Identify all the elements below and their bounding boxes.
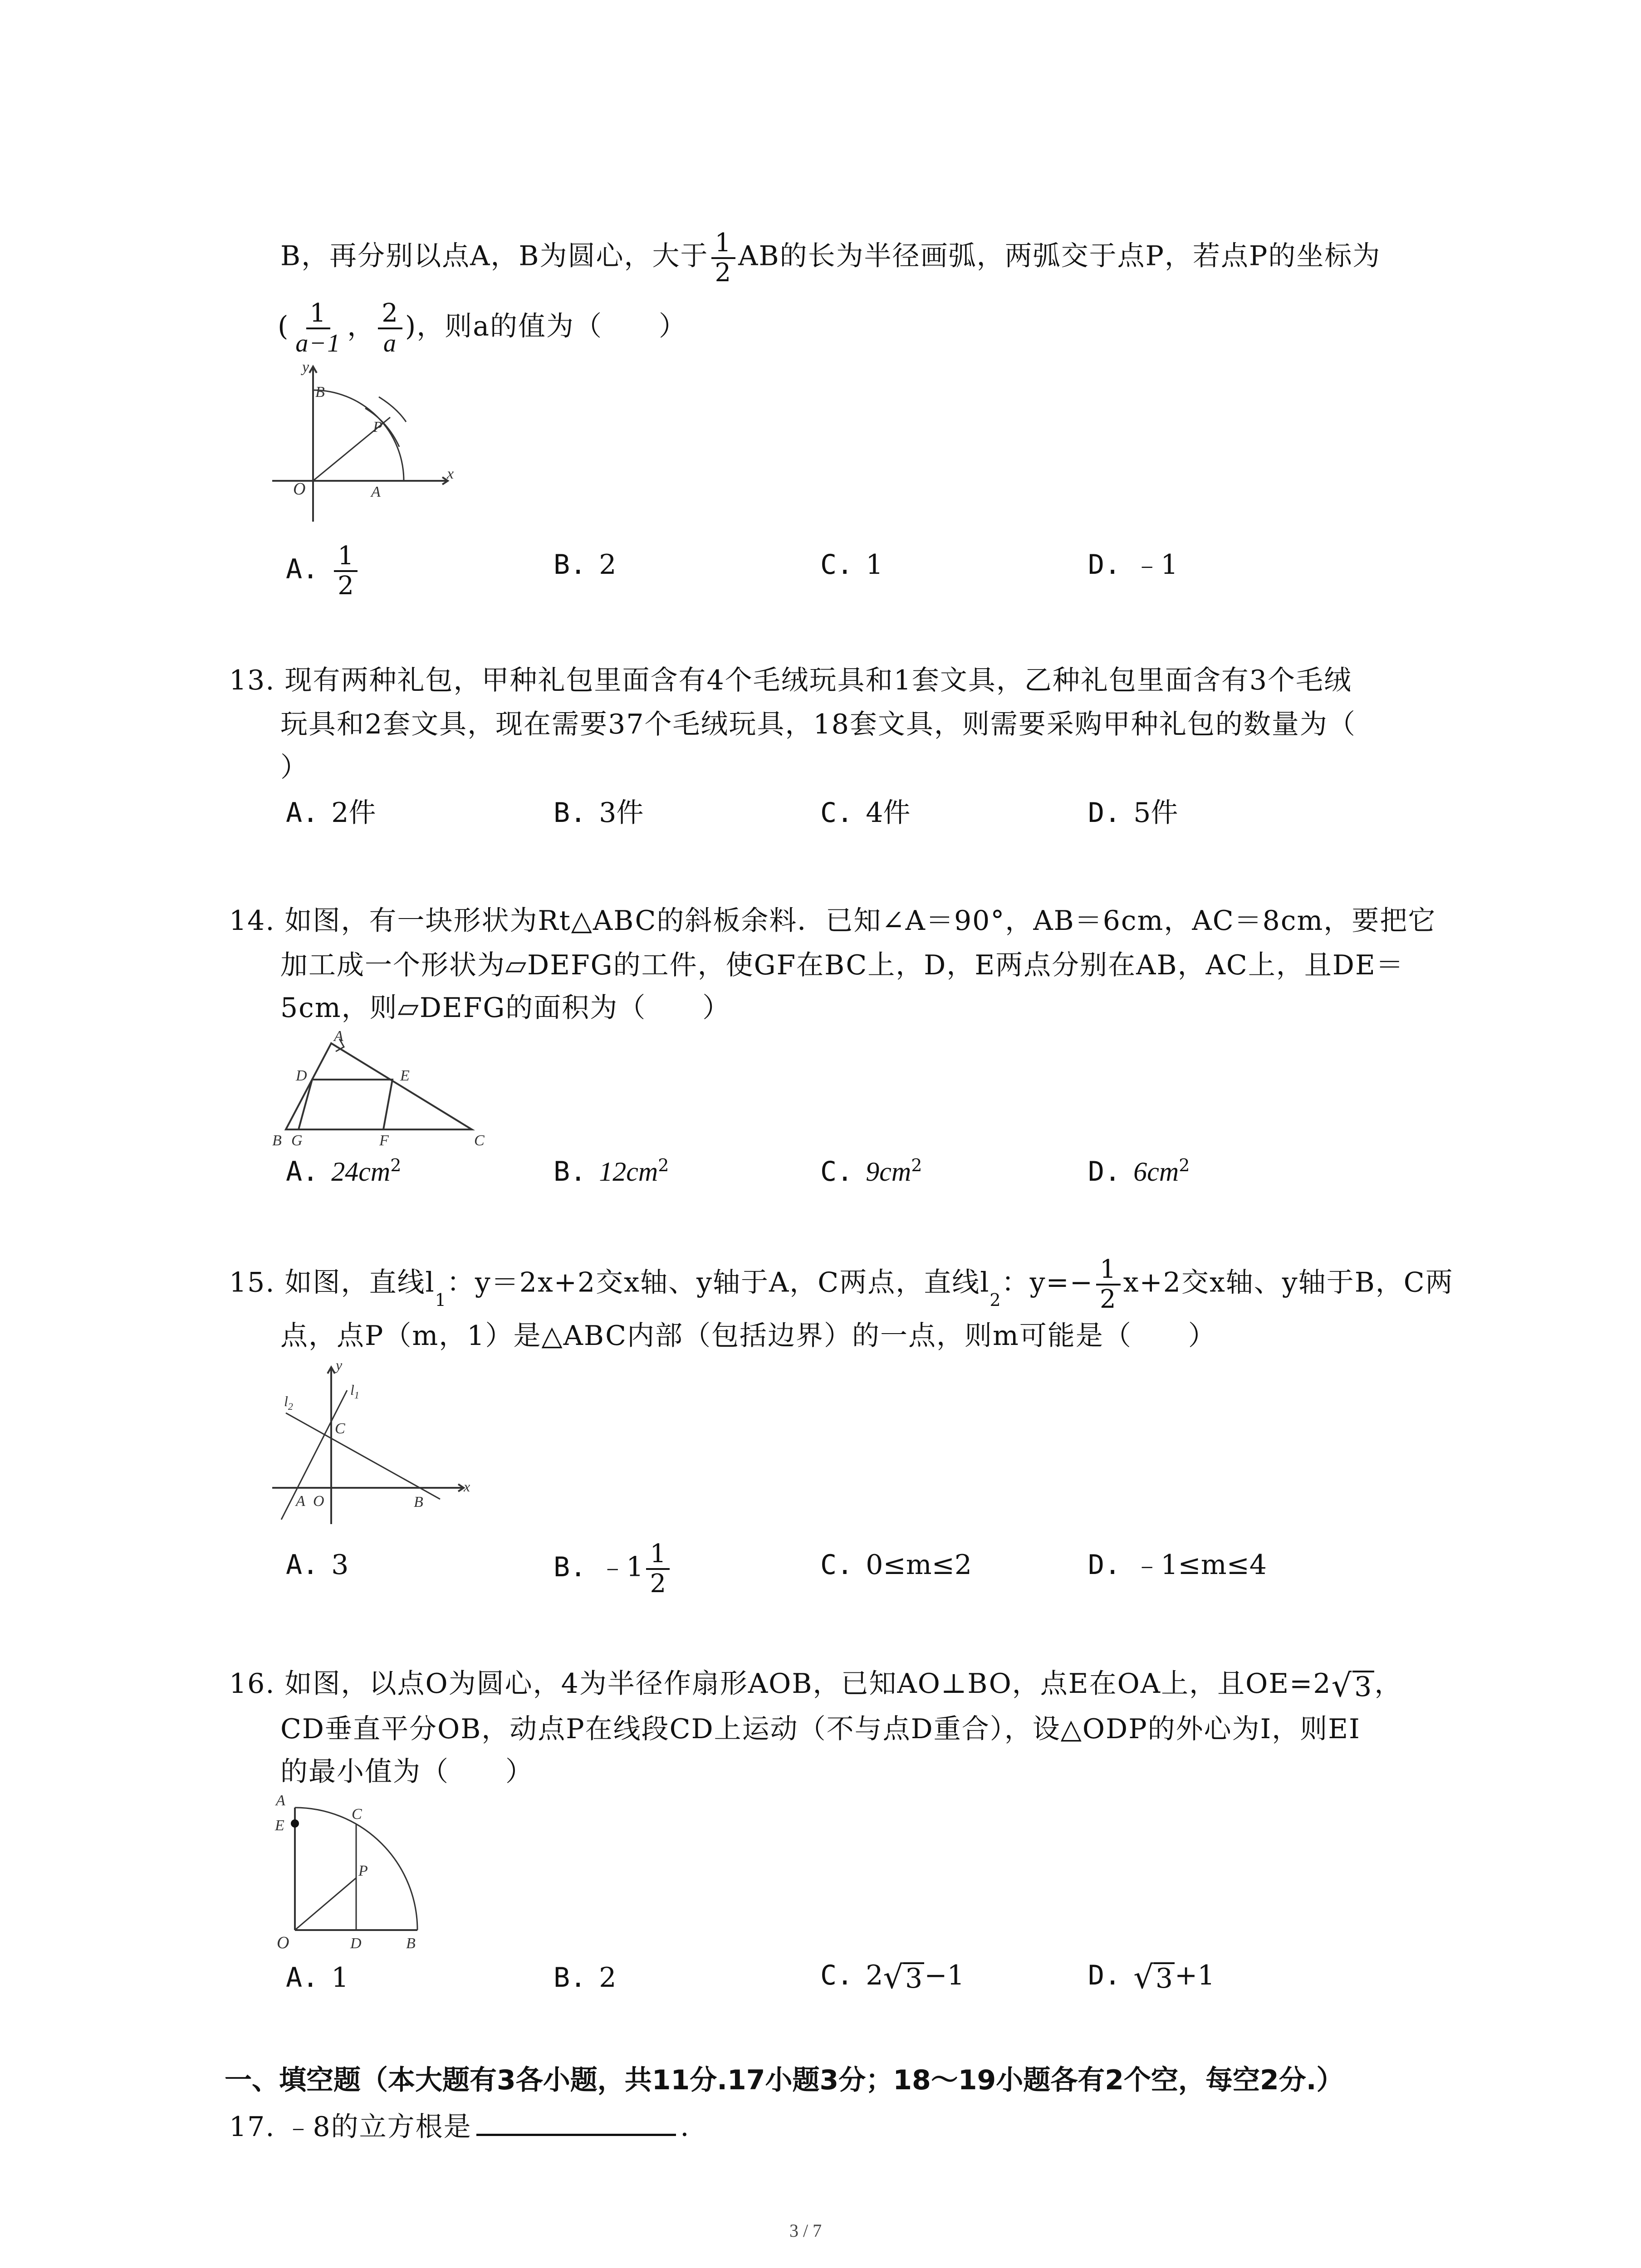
segment-OP <box>295 1878 356 1930</box>
label-A: A <box>371 484 381 500</box>
label-O: O <box>293 479 306 499</box>
q17-line: 17. ﹣8的立方根是 ． <box>229 2108 709 2145</box>
q14-option-C[interactable]: C. $9cm^2$ <box>820 1155 922 1188</box>
q16-option-C[interactable]: C. 2 √ 3 −1 <box>820 1959 965 1996</box>
label-B: B <box>272 1132 282 1148</box>
q12-coord-x: $\frac{1}{a-1}$ <box>295 298 341 357</box>
q12-text-a: B，再分别以点A，B为圆心，大于 <box>280 240 709 272</box>
q16-option-B[interactable]: B. 2 <box>554 1962 617 1994</box>
q12-option-A[interactable]: A. $\frac{1}{2}$ <box>286 542 360 600</box>
q13-option-B[interactable]: B. 3件 <box>554 797 644 829</box>
q14-figure <box>268 1025 495 1148</box>
q13-option-D[interactable]: D. 5件 <box>1088 797 1178 829</box>
label-C: C <box>474 1132 485 1148</box>
q16-figure <box>268 1789 449 1953</box>
q12-fraction-half: $\frac{1}{2}$ <box>711 229 736 287</box>
page-number: 3 / 7 <box>789 2220 822 2241</box>
label-C: C <box>352 1806 362 1823</box>
label-A: A <box>334 1028 343 1045</box>
q15-option-D[interactable]: D. ﹣1≤m≤4 <box>1088 1549 1267 1581</box>
label-l1: $l_1$ <box>350 1382 359 1401</box>
q14-line3: 5cm，则▱DEFG的面积为（ ） <box>280 992 731 1024</box>
label-B: B <box>414 1494 423 1510</box>
q12-text-b: AB的长为半径画弧，两弧交于点P，若点P的坐标为 <box>738 240 1381 272</box>
q15-figure <box>268 1356 476 1529</box>
q12-figure <box>268 358 458 531</box>
label-D: D <box>350 1935 362 1952</box>
parallelogram-DEFG <box>299 1080 392 1129</box>
q15-option-A[interactable]: A. 3 <box>286 1549 349 1581</box>
q13-option-C[interactable]: C. 4件 <box>820 797 911 829</box>
label-G: G <box>291 1132 303 1148</box>
label-B: B <box>406 1935 416 1952</box>
q12-option-C[interactable]: C. 1 <box>820 549 883 581</box>
label-B: B <box>315 384 325 401</box>
q16-line1: 16. 如图，以点O为圆心，4为半径作扇形AOB，已知AO⊥BO，点E在OA上，且OE=2 √ 3 ， <box>229 1667 1403 1705</box>
q16-line2: CD垂直平分OB，动点P在线段CD上运动（不与点D重合），设△ODP的外心为I，则EI <box>280 1713 1361 1745</box>
q16-line3: 的最小值为（ ） <box>280 1756 534 1788</box>
label-O: O <box>313 1493 324 1510</box>
label-P: P <box>358 1862 368 1879</box>
q15-option-B-fraction: $\frac{1}{2}$ <box>646 1540 670 1598</box>
arc-from-B <box>379 397 406 422</box>
q16-option-D[interactable]: D. √ 3 +1 <box>1088 1959 1215 1996</box>
q14-option-B[interactable]: B. $12cm^2$ <box>554 1155 669 1188</box>
section-fill-in-blank-title: 一、填空题（本大题有3各小题，共11分.17小题3分；18～19小题各有2个空，每空2分.） <box>225 2064 1344 2096</box>
line-l2 <box>286 1413 440 1499</box>
q12-option-A-fraction: $\frac{1}{2}$ <box>334 542 358 600</box>
label-C: C <box>335 1420 345 1437</box>
label-D: D <box>296 1067 307 1084</box>
q12-line1 <box>280 229 1381 287</box>
q13-line3: ） <box>280 752 309 783</box>
label-E: E <box>275 1817 284 1834</box>
label-y: y <box>336 1357 343 1373</box>
label-x: x <box>464 1478 470 1495</box>
q14-line1: 14. 如图，有一块形状为Rt△ABC的斜板余料．已知∠A＝90°，AB＝6cm，AC＝8cm，要把它 <box>229 905 1436 937</box>
triangle-ABC <box>286 1043 472 1129</box>
q14-option-D[interactable]: D. $6cm^2$ <box>1088 1155 1190 1188</box>
q15-option-B[interactable]: B. ﹣1 $\frac{1}{2}$ <box>554 1540 672 1598</box>
point-E <box>291 1819 299 1828</box>
label-y: y <box>302 359 309 376</box>
q13-line2: 玩具和2套文具，现在需要37个毛绒玩具，18套文具，则需要采购甲种礼包的数量为（ <box>280 709 1356 740</box>
q12-option-D[interactable]: D. ﹣1 <box>1088 549 1178 581</box>
q12-line2: ( $\frac{1}{a-1}$ ， $\frac{2}{a}$ )，则a的值为（ ） <box>278 298 687 357</box>
label-l2: $l_2$ <box>284 1393 293 1412</box>
label-E: E <box>400 1067 410 1084</box>
q12-option-B[interactable]: B. 2 <box>554 549 617 581</box>
q15-option-C[interactable]: C. 0≤m≤2 <box>820 1549 972 1581</box>
q17-answer-blank[interactable] <box>476 2108 676 2136</box>
label-A: A <box>296 1493 305 1510</box>
label-P: P <box>373 419 382 435</box>
q15-line2: 点，点P（m，1）是△ABC内部（包括边界）的一点，则m可能是（ ） <box>280 1320 1216 1352</box>
label-F: F <box>379 1132 389 1148</box>
q16-option-A[interactable]: A. 1 <box>286 1962 349 1994</box>
q15-line1: 15. 如图，直线$l_1$：y＝2x+2交x轴、y轴于A，C两点，直线$l_2$：y=− $\frac{1}{2}$ x+2交x轴、y轴于B，C两 <box>229 1255 1454 1314</box>
label-x: x <box>447 465 454 482</box>
q12-coord-y: $\frac{2}{a}$ <box>378 299 402 357</box>
q15-fraction-half: $\frac{1}{2}$ <box>1096 1256 1121 1314</box>
q14-line2: 加工成一个形状为▱DEFG的工件，使GF在BC上，D，E两点分别在AB，AC上，且DE＝ <box>280 949 1404 981</box>
label-O: O <box>277 1933 289 1952</box>
label-A: A <box>276 1792 285 1809</box>
q14-option-A[interactable]: A. $24cm^2$ <box>286 1155 402 1188</box>
q16-sqrt: √ 3 <box>1332 1670 1375 1701</box>
q13-line1: 13. 现有两种礼包，甲种礼包里面含有4个毛绒玩具和1套文具，乙种礼包里面含有3个毛绒 <box>229 665 1352 696</box>
q13-option-A[interactable]: A. 2件 <box>286 797 376 829</box>
quarter-arc <box>313 390 404 481</box>
